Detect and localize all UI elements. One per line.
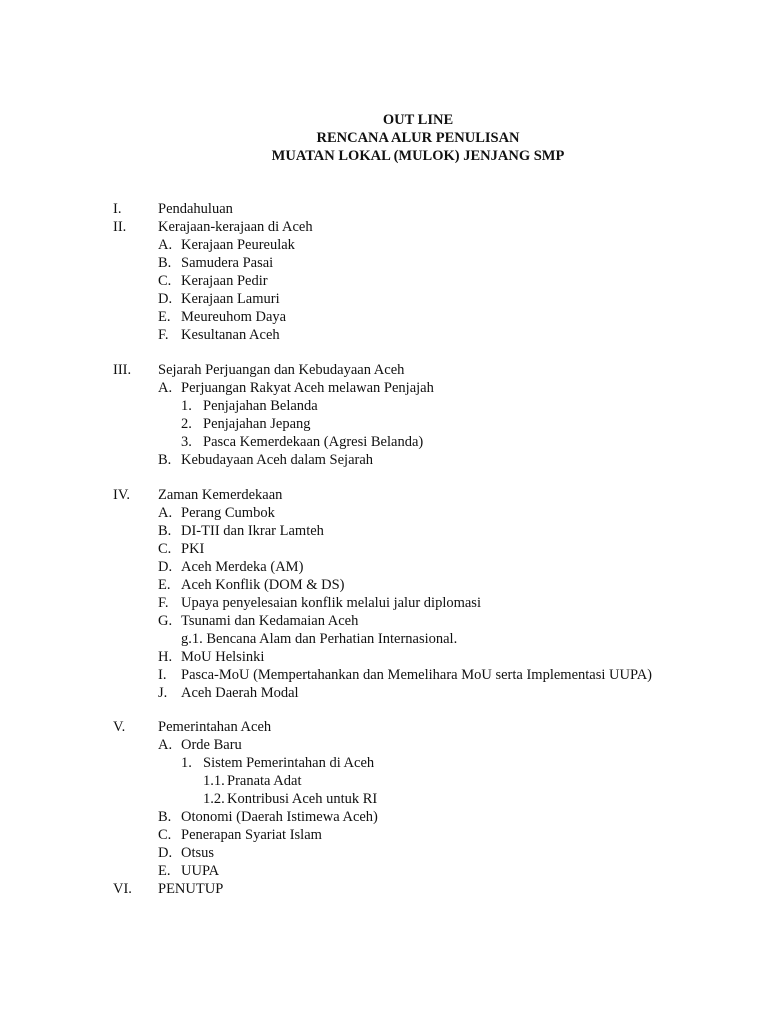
item-letter: D.: [158, 291, 173, 307]
section-label: Sejarah Perjuangan dan Kebudayaan Aceh: [158, 362, 405, 378]
item-letter: E.: [158, 309, 171, 325]
section-number: III.: [113, 362, 132, 378]
item-letter: C.: [158, 273, 172, 289]
sub-sub-item-label: Pranata Adat: [227, 773, 302, 789]
section-number: V.: [113, 719, 126, 735]
item-letter: C.: [158, 541, 172, 557]
item-letter: D.: [158, 845, 173, 861]
item-label: Pasca-MoU (Mempertahankan dan Memelihara MoU serta Implementasi UUPA): [181, 667, 652, 683]
section-label: Pendahuluan: [158, 201, 233, 217]
section-label: PENUTUP: [158, 881, 224, 897]
sub-item-number: 1.: [181, 755, 192, 771]
item-label: Penerapan Syariat Islam: [181, 827, 322, 843]
sub-item-label: Penjajahan Belanda: [203, 398, 318, 414]
item-letter: A.: [158, 237, 173, 253]
item-letter: F.: [158, 595, 169, 611]
item-label: Perjuangan Rakyat Aceh melawan Penjajah: [181, 380, 434, 396]
sub-item-number: 1.: [181, 398, 192, 414]
sub-item-label: Penjajahan Jepang: [203, 416, 311, 432]
item-label: Tsunami dan Kedamaian Aceh: [181, 613, 359, 629]
item-label: UUPA: [181, 863, 220, 879]
item-letter: C.: [158, 827, 172, 843]
sub-item-number: 3.: [181, 434, 192, 450]
sub-item-label: g.1. Bencana Alam dan Perhatian Internasional.: [181, 631, 458, 647]
item-letter: B.: [158, 809, 172, 825]
section-number: IV.: [113, 487, 131, 503]
item-label: Upaya penyelesaian konflik melalui jalur diplomasi: [181, 595, 481, 611]
sub-sub-item-number: 1.2.: [203, 791, 225, 807]
item-label: Kebudayaan Aceh dalam Sejarah: [181, 452, 374, 468]
item-letter: A.: [158, 505, 173, 521]
item-label: Kesultanan Aceh: [181, 327, 280, 343]
section-number: VI.: [113, 881, 132, 897]
section-label: Kerajaan-kerajaan di Aceh: [158, 219, 313, 235]
item-letter: F.: [158, 327, 169, 343]
item-letter: H.: [158, 649, 173, 665]
item-letter: B.: [158, 255, 172, 271]
doc-title-line-2: RENCANA ALUR PENULISAN: [316, 130, 520, 146]
item-letter: A.: [158, 380, 173, 396]
item-label: Kerajaan Peureulak: [181, 237, 295, 253]
doc-title-line-1: OUT LINE: [382, 112, 454, 128]
doc-title-line-3: MUATAN LOKAL (MULOK) JENJANG SMP: [271, 148, 565, 164]
section-number: I.: [113, 201, 122, 217]
item-label: PKI: [181, 541, 205, 557]
item-letter: A.: [158, 737, 173, 753]
sub-item-label: Pasca Kemerdekaan (Agresi Belanda): [203, 434, 424, 450]
item-label: Perang Cumbok: [181, 505, 275, 521]
sub-sub-item-label: Kontribusi Aceh untuk RI: [227, 791, 378, 807]
item-letter: G.: [158, 613, 173, 629]
item-letter: B.: [158, 523, 172, 539]
item-letter: J.: [158, 685, 168, 701]
sub-item-label: Sistem Pemerintahan di Aceh: [203, 755, 375, 771]
item-label: Samudera Pasai: [181, 255, 274, 271]
item-label: Kerajaan Lamuri: [181, 291, 280, 307]
item-label: Otonomi (Daerah Istimewa Aceh): [181, 809, 378, 825]
item-label: MoU Helsinki: [181, 649, 265, 665]
item-letter: B.: [158, 452, 172, 468]
item-letter: E.: [158, 577, 171, 593]
section-number: II.: [113, 219, 127, 235]
item-label: Aceh Daerah Modal: [181, 685, 299, 701]
sub-item-number: 2.: [181, 416, 192, 432]
item-label: Aceh Konflik (DOM & DS): [181, 577, 345, 593]
item-letter: I.: [158, 667, 167, 683]
item-letter: E.: [158, 863, 171, 879]
item-label: Otsus: [181, 845, 215, 861]
item-label: DI-TII dan Ikrar Lamteh: [181, 523, 324, 539]
section-label: Zaman Kemerdekaan: [158, 487, 283, 503]
item-label: Kerajaan Pedir: [181, 273, 268, 289]
item-label: Meureuhom Daya: [181, 309, 287, 325]
section-label: Pemerintahan Aceh: [158, 719, 272, 735]
item-label: Orde Baru: [181, 737, 242, 753]
sub-sub-item-number: 1.1.: [203, 773, 225, 789]
item-label: Aceh Merdeka (AM): [181, 559, 304, 575]
item-letter: D.: [158, 559, 173, 575]
